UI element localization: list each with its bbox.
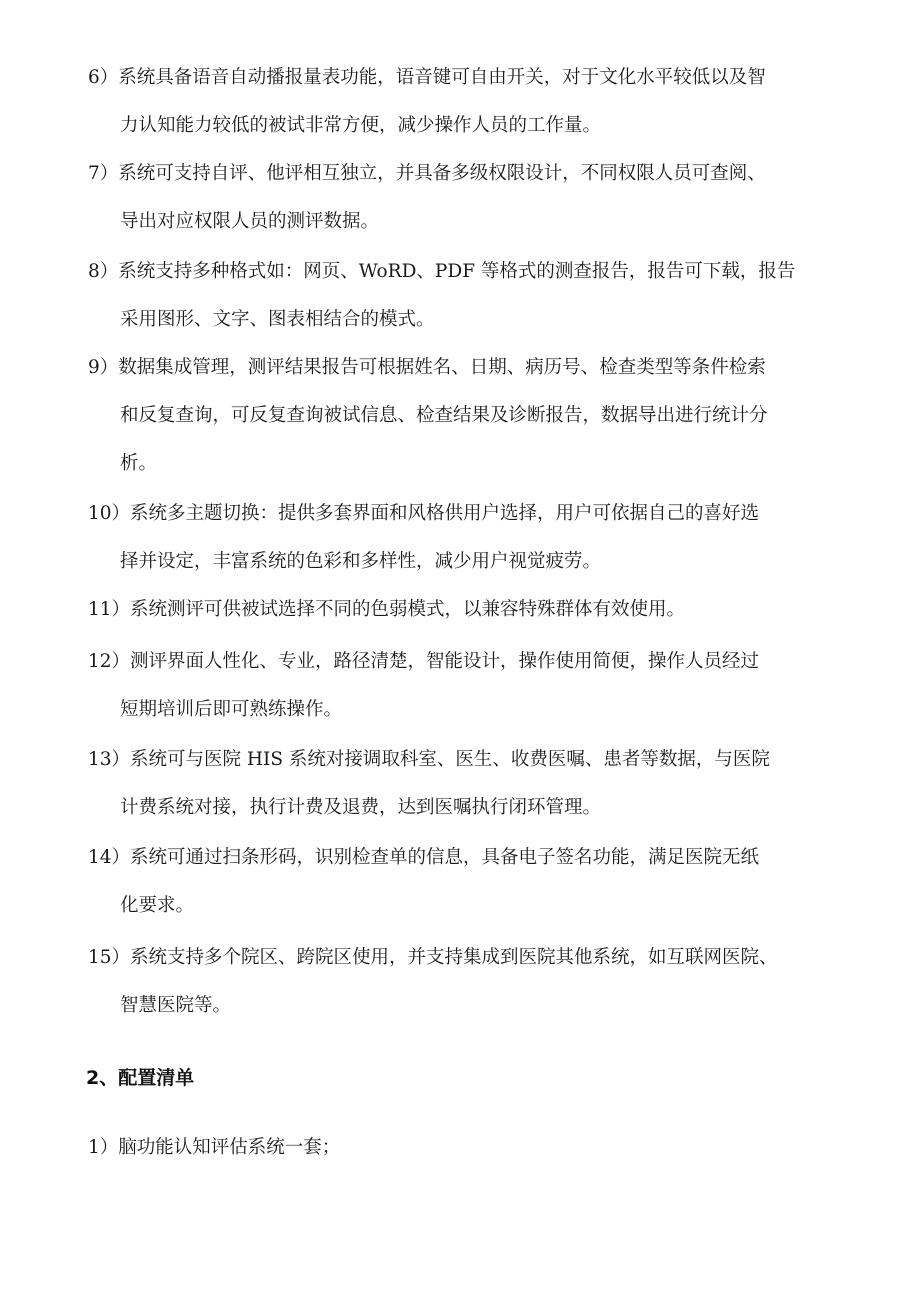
item-line: 择并设定，丰富系统的色彩和多样性，减少用户视觉疲劳。 — [120, 551, 602, 572]
item-line: 14）系统可通过扫条形码，识别检查单的信息，具备电子签名功能，满足医院无纸 — [88, 847, 760, 868]
item-line: 15）系统支持多个院区、跨院区使用，并支持集成到医院其他系统，如互联网医院、 — [88, 947, 778, 968]
list-item-6 — [88, 64, 870, 140]
item-line: 析。 — [120, 453, 158, 474]
list-item-7 — [88, 160, 870, 236]
item-line: 力认知能力较低的被试非常方便，减少操作人员的工作量。 — [120, 115, 602, 136]
item-line: 计费系统对接，执行计费及退费，达到医嘱执行闭环管理。 — [120, 797, 602, 818]
list-item-10 — [88, 500, 870, 576]
item-line: 导出对应权限人员的测评数据。 — [120, 211, 380, 232]
item-line: 6）系统具备语音自动播报量表功能，语音键可自由开关，对于文化水平较低以及智 — [88, 67, 766, 88]
item-line: 8）系统支持多种格式如：网页、WoRD、PDF 等格式的测查报告，报告可下载，报告 — [88, 261, 796, 282]
item-line: 13）系统可与医院 HIS 系统对接调取科室、医生、收费医嘱、患者等数据，与医院 — [88, 749, 770, 770]
list-item-13 — [88, 746, 870, 822]
item-line: 11）系统测评可供被试选择不同的色弱模式，以兼容特殊群体有效使用。 — [88, 599, 686, 620]
list-item-14 — [88, 844, 870, 920]
list-item-8 — [88, 258, 870, 334]
config-list-item-1 — [88, 1134, 870, 1162]
item-line: 采用图形、文字、图表相结合的模式。 — [120, 309, 435, 330]
item-line: 和反复查询，可反复查询被试信息、检查结果及诊断报告，数据导出进行统计分 — [120, 405, 768, 426]
item-line: 10）系统多主题切换：提供多套界面和风格供用户选择，用户可依据自己的喜好选 — [88, 503, 760, 524]
item-line: 9）数据集成管理，测评结果报告可根据姓名、日期、病历号、检查类型等条件检索 — [88, 357, 766, 378]
list-item-12 — [88, 648, 870, 724]
item-line: 智慧医院等。 — [120, 995, 232, 1016]
item-line: 短期培训后即可熟练操作。 — [120, 699, 343, 720]
item-line: 12）测评界面人性化、专业，路径清楚，智能设计，操作使用简便，操作人员经过 — [88, 651, 760, 672]
list-item-11 — [88, 596, 870, 624]
section-heading: 2、配置清单 — [86, 1067, 195, 1089]
list-item-9 — [88, 354, 870, 478]
list-item-15 — [88, 944, 870, 1020]
item-line: 7）系统可支持自评、他评相互独立，并具备多级权限设计，不同权限人员可查阅、 — [88, 163, 766, 184]
item-line: 化要求。 — [120, 895, 195, 916]
item-line: 1）脑功能认知评估系统一套； — [88, 1137, 341, 1158]
